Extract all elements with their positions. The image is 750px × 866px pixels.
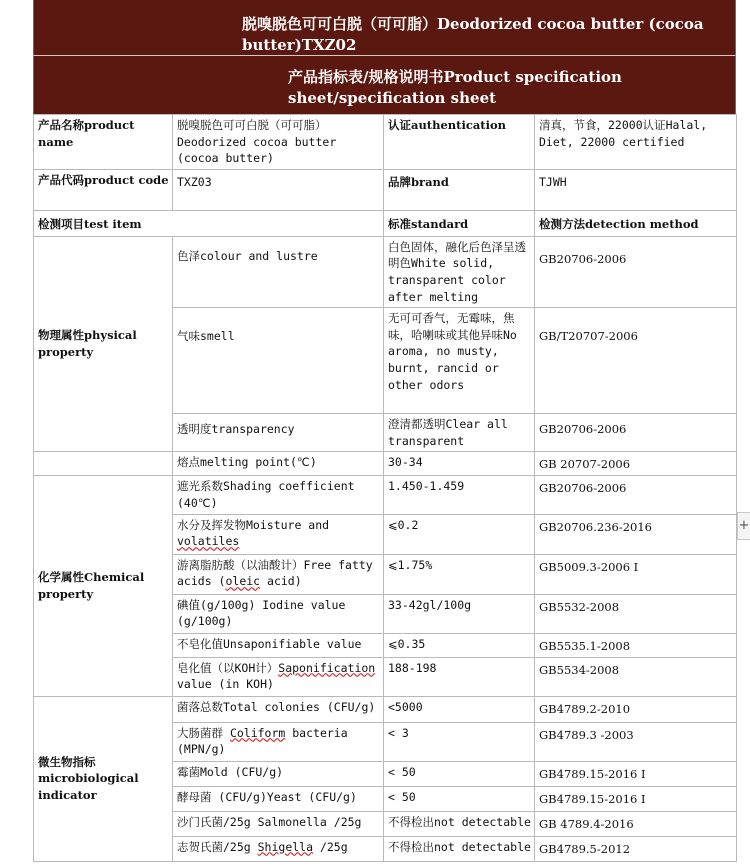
method-value: GB4789.5-2012 — [535, 836, 737, 861]
standard-value: 白色固体，融化后色泽呈透明色White solid, transparent color after melting — [384, 236, 535, 307]
table-row — [34, 115, 737, 170]
standard-value: 澄清都透明Clear all transparent — [384, 414, 535, 452]
table-row — [34, 696, 737, 722]
standard-value: < 50 — [384, 761, 535, 786]
method-value: GB20706-2006 — [535, 236, 737, 307]
product-title: 脱嗅脱色可可白脱（可可脂）Deodorized cocoa butter (cocoa butter)TXZ02 — [242, 15, 704, 54]
brand-label: 品牌brand — [384, 169, 535, 210]
method-value: GB4789.2-2010 — [535, 696, 737, 722]
standard-value: 30-34 — [384, 452, 535, 476]
method-value: GB5534-2008 — [535, 657, 737, 696]
standard-value: 1.450-1.459 — [384, 476, 535, 514]
spec-table — [33, 114, 737, 862]
method-value: GB5009.3-2006 I — [535, 554, 737, 594]
test-item: 水分及挥发物Moisture and volatiles — [173, 514, 384, 554]
method-value: GB20706-2006 — [535, 476, 737, 514]
test-item: 皂化值（以KOH计）Saponification value (in KOH) — [173, 657, 384, 696]
test-item: 沙门氏菌/25g Salmonella /25g — [173, 811, 384, 836]
authentication-label: 认证authentication — [384, 115, 535, 170]
spec-sheet — [33, 0, 736, 862]
test-item: 菌落总数Total colonies (CFU/g) — [173, 696, 384, 722]
product-name-label: 产品名称product name — [34, 115, 173, 170]
brand-value: TJWH — [535, 169, 737, 210]
chemical-group-label: 化学属性Chemical property — [34, 476, 173, 696]
physical-group-label: 物理属性physical property — [34, 236, 173, 452]
standard-value: 不得检出not detectable — [384, 836, 535, 861]
micro-group-label: 微生物指标 microbiological indicator — [34, 696, 173, 861]
table-row — [34, 476, 737, 514]
test-item: 游离脂肪酸（以油酸计）Free fatty acids (oleic acid) — [173, 554, 384, 594]
table-row — [34, 452, 737, 476]
test-item: 酵母菌 (CFU/g)Yeast (CFU/g) — [173, 786, 384, 811]
test-item: 熔点melting point(℃) — [173, 452, 384, 476]
test-item: 色泽colour and lustre — [173, 236, 384, 307]
method-value: GB 20707-2006 — [535, 452, 737, 476]
test-item: 霉菌Mold (CFU/g) — [173, 761, 384, 786]
test-item: 气味smell — [173, 308, 384, 414]
method-header: 检测方法detection method — [535, 210, 737, 236]
test-item: 透明度transparency — [173, 414, 384, 452]
empty-group-cell — [34, 452, 173, 476]
standard-value: 188-198 — [384, 657, 535, 696]
method-value: GB 4789.4-2016 — [535, 811, 737, 836]
standard-value: <5000 — [384, 696, 535, 722]
method-value: GB4789.15-2016 I — [535, 786, 737, 811]
standard-value: < 50 — [384, 786, 535, 811]
standard-value: 不得检出not detectable — [384, 811, 535, 836]
product-name-value: 脱嗅脱色可可白脱（可可脂）Deodorized cocoa butter (cocoa butter) — [173, 115, 384, 170]
standard-value: ⩽0.35 — [384, 633, 535, 657]
subtitle-banner — [33, 56, 736, 114]
test-item: 遮光系数Shading coefficient (40℃) — [173, 476, 384, 514]
method-value: GB20706-2006 — [535, 414, 737, 452]
expand-button[interactable]: + — [737, 512, 750, 540]
standard-value: ⩽0.2 — [384, 514, 535, 554]
column-header-row — [34, 210, 737, 236]
standard-value: ⩽1.75% — [384, 554, 535, 594]
standard-value: 33-42gl/100g — [384, 594, 535, 633]
test-item: 志贺氏菌/25g Shigella /25g — [173, 836, 384, 861]
test-item-header: 检测项目test item — [34, 210, 384, 236]
method-value: GB4789.3 -2003 — [535, 722, 737, 761]
title-banner — [33, 0, 736, 56]
method-value: GB5532-2008 — [535, 594, 737, 633]
test-item: 碘值(g/100g) Iodine value (g/100g) — [173, 594, 384, 633]
method-value: GB4789.15-2016 I — [535, 761, 737, 786]
method-value: GB5535.1-2008 — [535, 633, 737, 657]
test-item: 不皂化值Unsaponifiable value — [173, 633, 384, 657]
test-item: 大肠菌群 Coliform bacteria (MPN/g) — [173, 722, 384, 761]
product-code-label: 产品代码product code — [34, 169, 173, 210]
standard-value: 无可可香气，无霉味，焦味，哈喇味或其他异味No aroma, no musty, burnt, rancid or other odors — [384, 308, 535, 414]
standard-value: < 3 — [384, 722, 535, 761]
table-row — [34, 236, 737, 307]
authentication-value: 清真，节食，22000认证Halal, Diet, 22000 certified — [535, 115, 737, 170]
method-value: GB20706.236-2016 — [535, 514, 737, 554]
table-row — [34, 169, 737, 210]
method-value: GB/T20707-2006 — [535, 308, 737, 414]
product-code-value: TXZ03 — [173, 169, 384, 210]
standard-header: 标准standard — [384, 210, 535, 236]
sheet-subtitle: 产品指标表/规格说明书Product specification sheet/specification sheet — [288, 68, 622, 107]
